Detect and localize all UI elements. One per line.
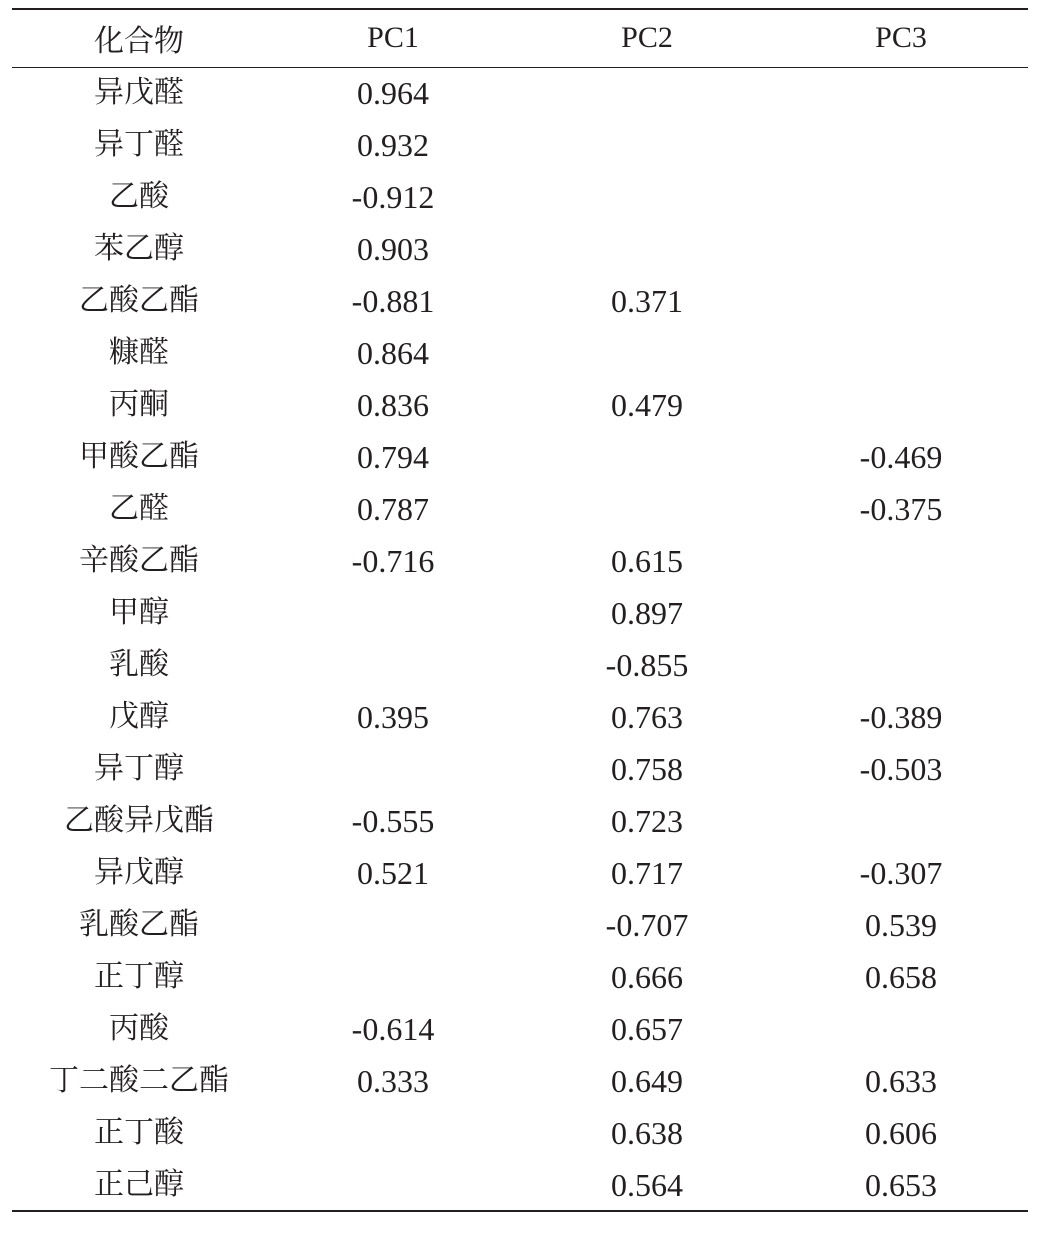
cell-compound: 正丁醇 [94,959,184,994]
cell-pc2: -0.707 [605,907,689,943]
table-row [12,67,1028,119]
cell-compound: 正己醇 [12,1159,266,1211]
cell-pc2: -0.855 [605,647,689,683]
table-row [12,639,1028,691]
cell-pc1: 0.932 [357,127,429,163]
cell-pc1 [266,951,520,1003]
cell-pc1: 0.964 [357,75,429,112]
loadings-table [12,8,1028,1212]
cell-compound: 乳酸乙酯 [79,907,199,942]
table-body [12,67,1028,1211]
cell-pc3: 0.606 [865,1115,937,1151]
cell-pc1 [266,639,520,691]
cell-pc2 [520,431,774,483]
table-row [12,431,1028,483]
cell-pc3 [774,535,1028,587]
cell-pc1: -0.881 [351,283,435,319]
cell-pc2 [520,223,774,275]
cell-compound: 乙酸乙酯 [79,283,199,318]
cell-pc1 [266,743,520,795]
cell-pc3 [774,639,1028,691]
cell-pc1: -0.716 [351,543,435,579]
cell-pc2 [520,119,774,171]
cell-compound: 异丁醛 [94,127,184,162]
cell-pc1 [266,587,520,639]
header-compound: 化合物 [12,9,266,67]
table-row [12,847,1028,899]
cell-compound: 丁二酸二乙酯 [49,1063,229,1098]
cell-pc3: -0.389 [859,699,943,735]
header-pc3: PC3 [774,9,1028,67]
cell-pc2 [520,483,774,535]
table-row [12,535,1028,587]
cell-pc1 [266,899,520,951]
cell-pc3: 0.633 [865,1063,937,1099]
cell-pc2: 0.564 [520,1159,774,1211]
cell-compound: 丙酮 [109,387,169,422]
cell-pc3: 0.653 [774,1159,1028,1211]
cell-pc2: 0.666 [611,959,683,995]
cell-compound: 乙醛 [109,491,169,526]
cell-compound: 丙酸 [109,1011,169,1046]
cell-compound: 苯乙醇 [94,231,184,266]
cell-pc2: 0.657 [611,1011,683,1047]
table-header [12,9,1028,67]
table-row [12,743,1028,795]
cell-pc3: -0.469 [859,439,943,475]
table-row [12,691,1028,743]
table-row [12,1159,1028,1211]
cell-pc3 [774,327,1028,379]
cell-pc1: 0.864 [357,335,429,371]
cell-pc2: 0.638 [611,1115,683,1151]
cell-pc1: 0.521 [357,855,429,891]
table-row [12,587,1028,639]
cell-pc3 [774,379,1028,431]
table-row [12,1055,1028,1107]
table-row [12,379,1028,431]
cell-compound: 辛酸乙酯 [79,543,199,578]
cell-pc2: 0.479 [611,387,683,423]
cell-compound: 甲醇 [109,595,169,630]
header-pc2: PC2 [520,9,774,67]
table-row [12,171,1028,223]
cell-pc3 [774,223,1028,275]
cell-compound: 乙酸 [109,179,169,214]
cell-pc1: 0.787 [357,491,429,527]
table-row [12,327,1028,379]
cell-pc3: 0.539 [865,907,937,943]
cell-pc1: -0.555 [351,803,435,839]
cell-pc3: -0.375 [859,491,943,527]
cell-pc3 [774,119,1028,171]
cell-pc1: 0.903 [357,231,429,267]
cell-pc3 [774,171,1028,223]
table-row [12,119,1028,171]
cell-pc1 [266,1159,520,1211]
cell-pc1: 0.836 [357,387,429,423]
cell-compound: 正丁酸 [94,1115,184,1150]
cell-pc2 [520,67,774,119]
cell-pc2: 0.649 [611,1063,683,1099]
cell-compound: 异戊醛 [94,75,184,111]
cell-compound: 异丁醇 [94,751,184,786]
loadings-table-container [12,8,1028,1212]
cell-pc3 [774,795,1028,847]
cell-pc3: -0.307 [859,855,943,891]
table-row [12,275,1028,327]
cell-compound: 异戊醇 [94,855,184,890]
cell-pc2: 0.758 [611,751,683,787]
table-row [12,223,1028,275]
cell-pc3 [774,1003,1028,1055]
table-row [12,795,1028,847]
cell-pc1: 0.794 [357,439,429,475]
cell-pc2: 0.723 [611,803,683,839]
table-row [12,899,1028,951]
cell-pc1: -0.614 [351,1011,435,1047]
header-pc1: PC1 [266,9,520,67]
cell-compound: 甲酸乙酯 [79,439,199,474]
cell-pc2: 0.763 [611,699,683,735]
cell-pc2: 0.371 [611,283,683,319]
cell-pc1 [266,1107,520,1159]
cell-compound: 乙酸异戊酯 [64,803,214,838]
table-row [12,1107,1028,1159]
cell-pc3: 0.658 [865,959,937,995]
cell-pc1: -0.912 [351,179,435,215]
cell-pc2: 0.717 [611,855,683,891]
cell-pc3 [774,275,1028,327]
cell-compound: 乳酸 [109,647,169,682]
cell-pc3 [774,587,1028,639]
cell-compound: 戊醇 [109,699,169,734]
table-row [12,951,1028,1003]
cell-pc1: 0.395 [357,699,429,735]
cell-pc3 [774,67,1028,119]
header-row [12,9,1028,67]
table-row [12,1003,1028,1055]
cell-pc2: 0.897 [611,595,683,631]
cell-pc1: 0.333 [357,1063,429,1099]
table-row [12,483,1028,535]
cell-pc2: 0.615 [611,543,683,579]
cell-compound: 糠醛 [109,335,169,370]
cell-pc3: -0.503 [859,751,943,787]
cell-pc2 [520,327,774,379]
cell-pc2 [520,171,774,223]
